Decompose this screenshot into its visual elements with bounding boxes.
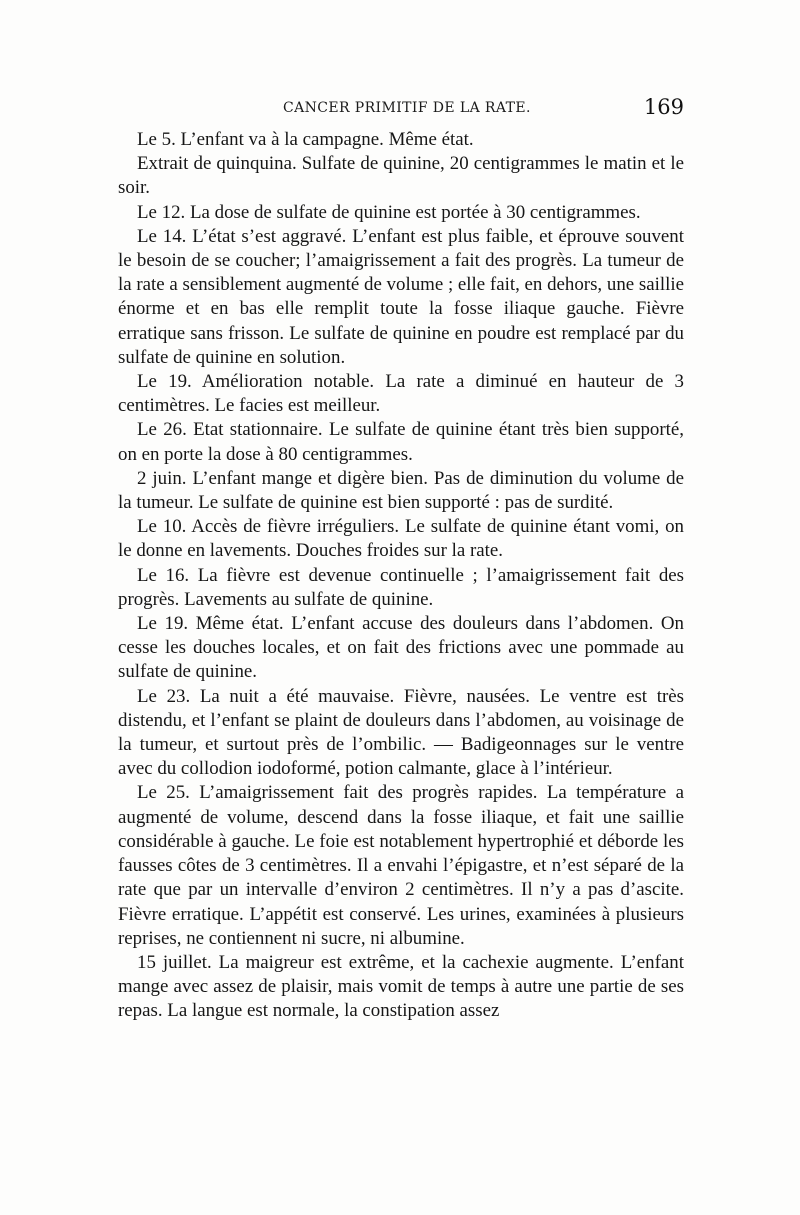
- paragraph: Le 5. L’enfant va à la campagne. Même état.: [137, 129, 474, 150]
- paragraph: Le 10. Accès de fièvre irréguliers. Le sulfate de quinine étant vomi, on le donne en lavements. Douches froides sur la rate.: [118, 516, 684, 562]
- running-title: CANCER PRIMITIF DE LA RATE.: [283, 100, 531, 116]
- paragraph: Le 19. Même état. L’enfant accuse des douleurs dans l’abdomen. On cesse les douches locales, et on fait des frictions avec une pommade au sulfate de quinine.: [118, 613, 684, 683]
- page-header: [118, 95, 684, 124]
- page-number: 169: [643, 95, 684, 119]
- paragraph: Le 26. Etat stationnaire. Le sulfate de quinine étant très bien supporté, on en porte la dose à 80 centigrammes.: [118, 419, 684, 465]
- paragraph: 15 juillet. La maigreur est extrême, et la cachexie augmente. L’enfant mange avec assez de plaisir, mais vomit de temps à autre une partie de ses repas. La langue est normale, la constipation assez: [118, 951, 684, 1022]
- body-text: [118, 128, 684, 1024]
- paragraph: Le 12. La dose de sulfate de quinine est portée à 30 centigrammes.: [137, 201, 641, 223]
- paragraph: Le 16. La fièvre est devenue continuelle ; l’amaigrissement fait des progrès. Lavements au sulfate de quinine.: [118, 564, 684, 610]
- paragraph: 2 juin. L’enfant mange et digère bien. Pas de diminution du volume de la tumeur. Le sulfate de quinine est bien supporté : pas de surdité.: [118, 467, 684, 514]
- paragraph: Le 23. La nuit a été mauvaise. Fièvre, nausées. Le ventre est très distendu, et l’enfant se plaint de douleurs dans l’abdomen, au voisinage de la tumeur, et surtout près de l’ombilic. — Badigeonnages sur le ventre avec du collodion iodoformé, potion calmante, glace à l’intérieur.: [118, 685, 684, 780]
- paragraph: Le 25. L’amaigrissement fait des progrès rapides. La température a augmenté de volume, descend dans la fosse iliaque, et fait une saillie considérable à gauche. Le foie est notablement hypertrophié et déborde les fausses côtes de 3 centimètres. Il a envahi l’épigastre, et n’est séparé de la rate que par un intervalle d’environ 2 centimètres. Il n’y a pas d’ascite. Fièvre erratique. L’appétit est conservé. Les urines, examinées à plusieurs reprises, ne contiennent ni sucre, ni albumine.: [118, 782, 684, 949]
- paragraph: Extrait de quinquina. Sulfate de quinine, 20 centigrammes le matin et le soir.: [118, 153, 684, 199]
- paragraph: Le 14. L’état s’est aggravé. L’enfant est plus faible, et éprouve souvent le besoin de se coucher; l’amaigrissement a fait des progrès. La tumeur de la rate a sensiblement augmenté de volume ; elle fait, en dehors, une saillie énorme et en bas elle remplit toute la fosse iliaque gauche. Fièvre erratique sans frisson. Le sulfate de quinine en poudre est remplacé par du sulfate de quinine en solution.: [118, 225, 684, 368]
- paragraph: Le 19. Amélioration notable. La rate a diminué en hauteur de 3 centimètres. Le facies est meilleur.: [118, 371, 684, 417]
